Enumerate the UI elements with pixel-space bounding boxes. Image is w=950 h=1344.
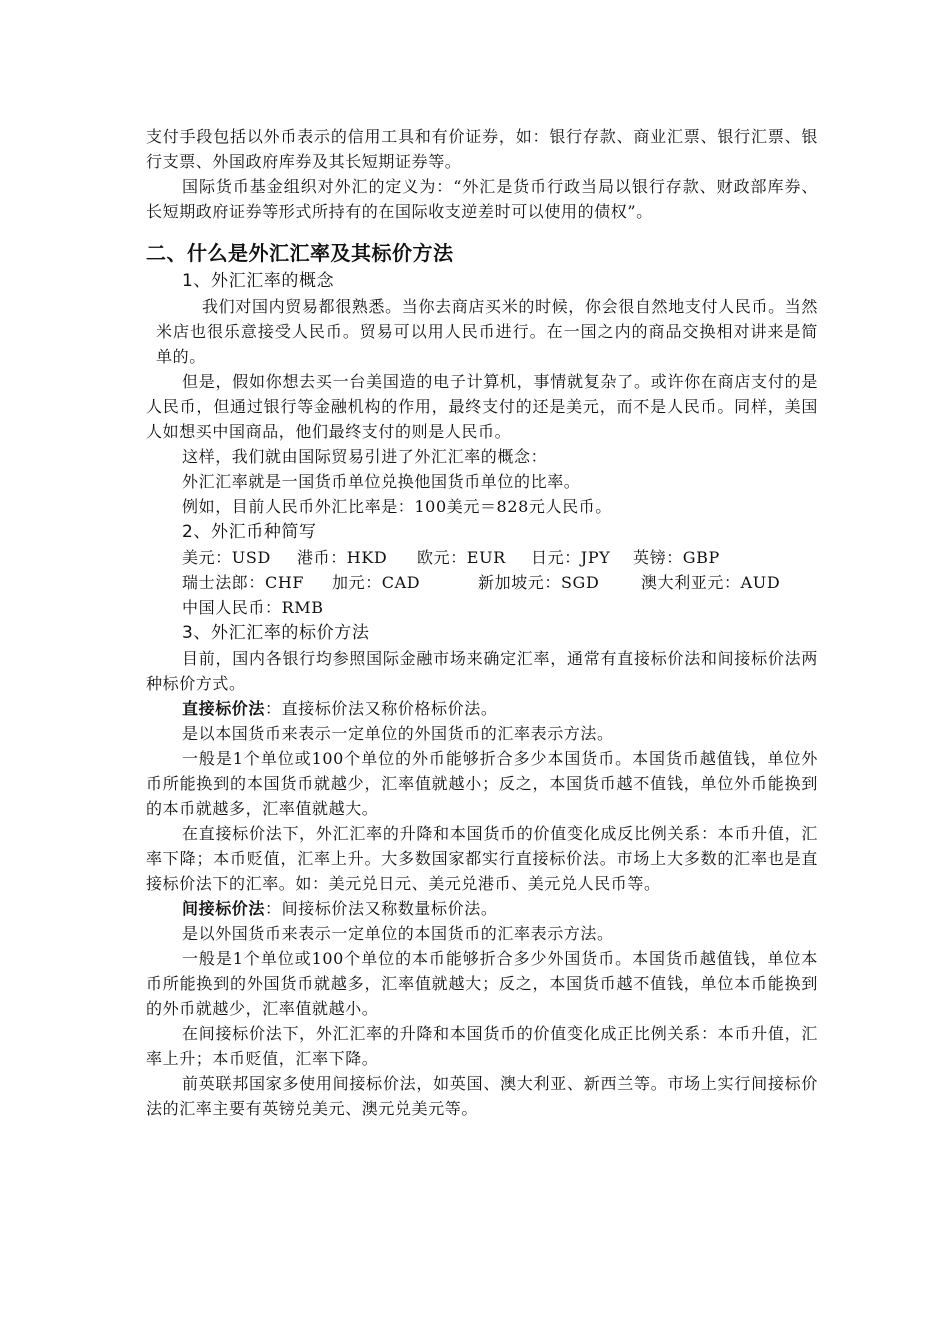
concept-paragraph-3: 这样，我们就由国际贸易引进了外汇汇率的概念： [182, 447, 548, 466]
currency-code-aud: 澳大利亚元：AUD [641, 573, 781, 592]
intro-paragraph-2: 国际货币基金组织对外汇的定义为：“外汇是货币行政当局以银行存款、财政部库券、长短期政府证券等形式所持有的在国际收支逆差时可以使用的债权”。 [146, 177, 818, 221]
currency-code-jpy: 日元：JPY [531, 548, 611, 567]
section-2-heading: 二、什么是外汇汇率及其标价方法 [146, 241, 454, 265]
currency-code-gbp: 英镑：GBP [633, 548, 720, 567]
currency-code-hkd: 港币：HKD [297, 548, 388, 567]
currency-code-eur: 欧元：EUR [417, 548, 506, 567]
indirect-quotation-paragraph-2: 一般是1个单位或100个单位的本币能够折合多少外国货币。本国货币越值钱，单位本币所能换到的外国货币就越多，汇率值就越大；反之，本国货币越不值钱，单位本币能换到的外币就越少，汇率值就越小。 [146, 949, 818, 1018]
document-body [146, 124, 818, 1121]
direct-quotation-definition [146, 696, 818, 721]
currency-code-chf: 瑞士法郎：CHF [182, 573, 305, 592]
indirect-quotation-definition [146, 896, 818, 921]
subsection-1-heading: 1、外汇汇率的概念 [182, 271, 335, 291]
direct-quotation-paragraph-2: 一般是1个单位或100个单位的外币能够折合多少本国货币。本国货币越值钱，单位外币所能换到的本国货币就越少，汇率值就越小；反之，本国货币越不值钱，单位外币能换到的本币就越多，汇率值就越大。 [146, 749, 818, 818]
currency-codes-row-1 [146, 545, 818, 570]
direct-quotation-term: 直接标价法 [182, 699, 266, 718]
indirect-quotation-paragraph-3: 在间接标价法下，外汇汇率的升降和本国货币的价值变化成正比例关系：本币升值，汇率上升；本币贬值，汇率下降。 [146, 1024, 818, 1068]
concept-paragraph-2: 但是，假如你想去买一台美国造的电子计算机，事情就复杂了。或许你在商店支付的是人民币，但通过银行等金融机构的作用，最终支付的还是美元，而不是人民币。同样，美国人如想买中国商品，他们最终支付的则是人民币。 [146, 372, 818, 441]
direct-quotation-paragraph-3: 在直接标价法下，外汇汇率的升降和本国货币的价值变化成反比例关系：本币升值，汇率下降；本币贬值，汇率上升。大多数国家都实行直接标价法。市场上大多数的汇率也是直接标价法下的汇率。如：美元兑日元、美元兑港币、美元兑人民币等。 [146, 824, 818, 893]
currency-codes-row-3 [146, 595, 818, 620]
concept-example: 例如，目前人民币外汇比率是：100美元＝828元人民币。 [182, 497, 612, 516]
direct-quotation-paragraph-1: 是以本国货币来表示一定单位的外国货币的汇率表示方法。 [182, 724, 614, 743]
indirect-quotation-paragraph-1: 是以外国货币来表示一定单位的本国货币的汇率表示方法。 [182, 924, 614, 943]
indirect-quotation-term: 间接标价法 [182, 899, 266, 918]
currency-code-usd: 美元：USD [182, 548, 271, 567]
currency-code-sgd: 新加坡元：SGD [478, 573, 600, 592]
subsection-3-heading: 3、外汇汇率的标价方法 [182, 623, 370, 643]
concept-paragraph-1: 我们对国内贸易都很熟悉。当你去商店买米的时候，你会很自然地支付人民币。当然米店也很乐意接受人民币。贸易可以用人民币进行。在一国之内的商品交换相对讲来是简单的。 [156, 297, 818, 366]
currency-code-cad: 加元：CAD [332, 573, 421, 592]
direct-quotation-alias: ：直接标价法又称价格标价法。 [265, 699, 498, 718]
subsection-2-heading: 2、外汇币种简写 [182, 522, 317, 542]
quotation-intro-paragraph: 目前，国内各银行均参照国际金融市场来确定汇率，通常有直接标价法和间接标价法两种标价方式。 [146, 649, 818, 693]
currency-codes-row-2 [146, 570, 818, 595]
currency-code-rmb: 中国人民币：RMB [182, 598, 324, 617]
indirect-quotation-paragraph-4: 前英联邦国家多使用间接标价法，如英国、澳大利亚、新西兰等。市场上实行间接标价法的汇率主要有英镑兑美元、澳元兑美元等。 [146, 1074, 818, 1118]
concept-definition: 外汇汇率就是一国货币单位兑换他国货币单位的比率。 [182, 472, 581, 491]
indirect-quotation-alias: ：间接标价法又称数量标价法。 [265, 899, 498, 918]
intro-paragraph-1: 支付手段包括以外币表示的信用工具和有价证券，如：银行存款、商业汇票、银行汇票、银行支票、外国政府库券及其长短期证券等。 [146, 127, 818, 171]
